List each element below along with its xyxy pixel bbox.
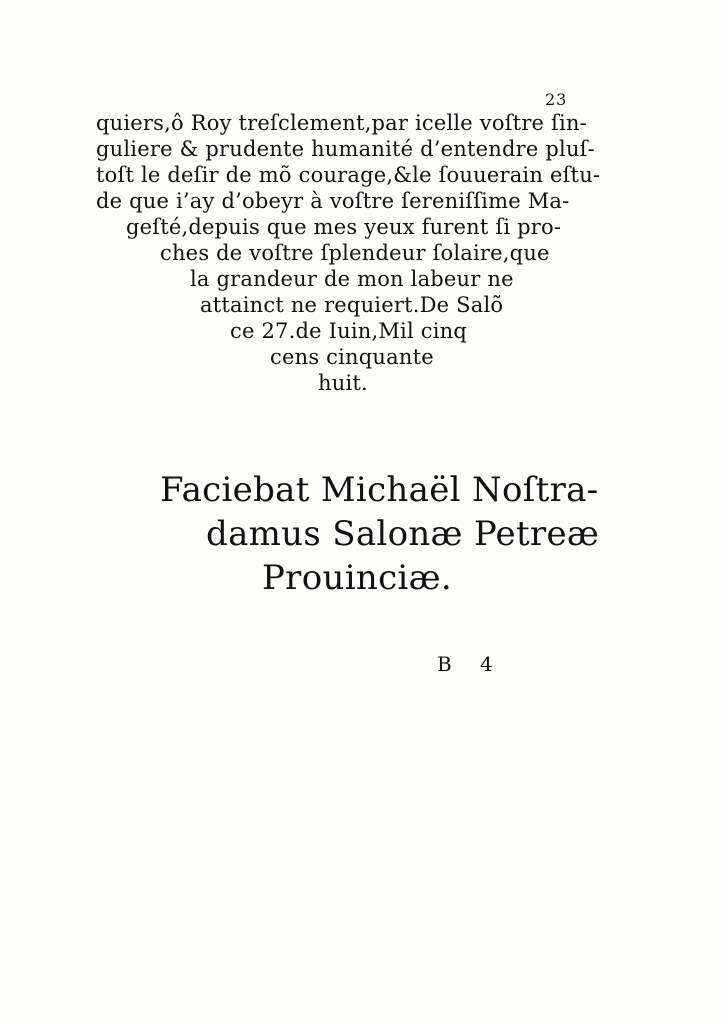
text-line: huit. <box>318 371 368 395</box>
text-line: guliere & prudente humanité d’entendre pluſ- <box>96 137 595 161</box>
text-line: la grandeur de mon labeur ne <box>190 267 514 291</box>
text-line: geſté,depuis que mes yeux furent ſi pro- <box>126 215 562 239</box>
text-line: ches de voſtre ſplendeur ſolaire,que <box>160 241 550 265</box>
colophon-line: damus Salonæ Petreæ <box>206 514 600 554</box>
text-line: de que i’ay d’obeyr à voſtre ſereniſſime Ma- <box>96 189 570 213</box>
text-line: quiers,ô Roy treſclement,par icelle voſtre ſin- <box>96 111 587 135</box>
text-line: attainct ne requiert.De Salõ <box>200 293 504 317</box>
text-line: toſt le deſir de mõ courage,&le ſouuerain eſtu- <box>96 163 601 187</box>
colophon-line: Prouinciæ. <box>262 558 452 598</box>
colophon-line: Faciebat Michaël Noſtra- <box>160 470 599 510</box>
text-line: cens cinquante <box>270 345 434 369</box>
page-number: 23 <box>545 90 568 109</box>
signature-mark: B 4 <box>437 652 495 676</box>
text-line: ce 27.de Iuin,Mil cinq <box>230 319 467 343</box>
